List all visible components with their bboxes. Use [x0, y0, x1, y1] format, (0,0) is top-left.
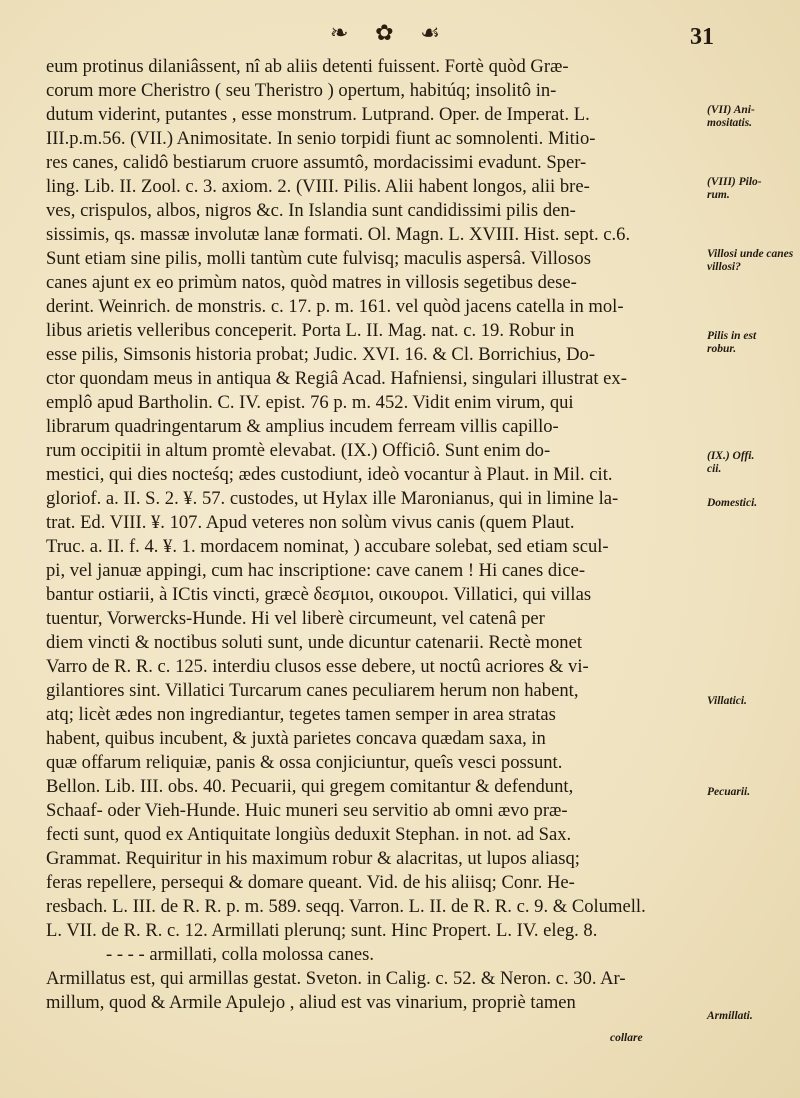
- text-line: Bellon. Lib. III. obs. 40. Pecuarii, qui gregem comitantur & defendunt,: [46, 776, 574, 797]
- margin-note: robur.: [707, 343, 737, 355]
- text-line: tuentur, Vorwercks-Hunde. Hi vel liberè circumeunt, vel catenâ per: [46, 608, 545, 629]
- page-number: 31: [690, 24, 714, 50]
- text-line: dutum viderint, putantes , esse monstrum. Lutprand. Oper. de Imperat. L.: [46, 104, 590, 125]
- margin-note: (VII) Ani-: [707, 104, 755, 116]
- text-line: III.p.m.56. (VII.) Animositate. In senio torpidi fiunt ac somnolenti. Mitio-: [46, 128, 596, 149]
- header-ornament: [330, 18, 440, 48]
- text-line: Armillatus est, qui armillas gestat. Sveton. in Calig. c. 52. & Neron. c. 30. Ar-: [46, 968, 626, 989]
- margin-note: rum.: [707, 189, 730, 201]
- text-line: ctor quondam meus in antiqua & Regiâ Acad. Hafniensi, singulari illustrat ex-: [46, 368, 627, 389]
- text-line: sissimis, qs. massæ involutæ lanæ formati. Ol. Magn. L. XVIII. Hist. sept. c.6.: [46, 224, 631, 245]
- text-line: mestici, qui dies nocteśq; ædes custodiunt, ideò vocantur à Plaut. in Mil. cit.: [46, 464, 613, 485]
- margin-note: Villosi unde canes: [707, 248, 794, 260]
- text-line: fecti sunt, quod ex Antiquitate longiùs deduxit Stephan. in not. ad Sax.: [46, 824, 572, 845]
- text-line: pi, vel januæ appingi, cum hac inscriptione: cave canem ! Hi canes dice-: [46, 560, 586, 581]
- catchword: collare: [610, 1032, 643, 1044]
- ornament-center-icon: ✿: [375, 20, 394, 45]
- text-line: gloriof. a. II. S. 2. ¥. 57. custodes, ut Hylax ille Maronianus, qui in limine la-: [46, 488, 619, 509]
- margin-note: (IX.) Offi.: [707, 450, 755, 462]
- text-line: bantur ostiarii, à ICtis vincti, græcè δεσμιοι, οικουροι. Villatici, qui villas: [46, 584, 592, 605]
- text-line: atq; licèt ædes non ingrediantur, tegetes tamen semper in area stratas: [46, 704, 556, 725]
- main-text: [46, 55, 716, 1015]
- ornament-left-icon: ❧: [330, 20, 349, 45]
- text-line: diem vincti & noctibus soluti sunt, unde dicuntur catenarii. Rectè monet: [46, 632, 583, 653]
- text-line: feras repellere, persequi & domare queant. Vid. de his aliisq; Conr. He-: [46, 872, 575, 893]
- text-line: derint. Weinrich. de monstris. c. 17. p. m. 161. vel quòd jacens catella in mol-: [46, 296, 624, 317]
- text-line: L. VII. de R. R. c. 12. Armillati plerunq; sunt. Hinc Propert. L. IV. eleg. 8.: [46, 920, 598, 941]
- text-line: Schaaf- oder Vieh-Hunde. Huic muneri seu servitio ab omni ævo præ-: [46, 800, 568, 821]
- text-line: - - - - armillati, colla molossa canes.: [106, 944, 374, 965]
- text-line: Varro de R. R. c. 125. interdiu clusos esse debere, ut noctû acriores & vi-: [46, 656, 589, 677]
- text-line: librarum quadringentarum & amplius incudem ferream villis capillo-: [46, 416, 559, 437]
- text-line: libus arietis velleribus conceperit. Porta L. II. Mag. nat. c. 19. Robur in: [46, 320, 575, 341]
- text-line: ves, crispulos, albos, nigros &c. In Islandia sunt candidissimi pilis den-: [46, 200, 576, 221]
- text-line: habent, quibus incubent, & juxtà parietes concava quædam saxa, in: [46, 728, 546, 749]
- text-line: ling. Lib. II. Zool. c. 3. axiom. 2. (VIII. Pilis. Alii habent longos, alii bre-: [46, 176, 590, 197]
- text-line: gilantiores sint. Villatici Turcarum canes peculiarem herum non habent,: [46, 680, 579, 701]
- ornament-right-icon: ☙: [420, 20, 440, 45]
- text-line: quæ offarum reliquiæ, panis & ossa conjiciuntur, queîs vesci possunt.: [46, 752, 563, 773]
- text-line: millum, quod & Armile Apulejo , aliud est vas vinarium, propriè tamen: [46, 992, 576, 1013]
- margin-note: villosi?: [707, 261, 741, 273]
- text-line: resbach. L. III. de R. R. p. m. 589. seqq. Varron. L. II. de R. R. c. 9. & Columell.: [46, 896, 646, 917]
- margin-note: Villatici.: [707, 695, 747, 707]
- text-line: rum occipitii in altum promtè elevabat. (IX.) Officiô. Sunt enim do-: [46, 440, 551, 461]
- margin-note: Pilis in est: [707, 330, 757, 342]
- text-line: emplô apud Bartholin. C. IV. epist. 76 p. m. 452. Vidit enim virum, qui: [46, 392, 574, 413]
- text-line: eum protinus dilaniâssent, nî ab aliis detenti fuissent. Fortè quòd Græ-: [46, 56, 569, 77]
- text-line: esse pilis, Simsonis historia probat; Judic. XVI. 16. & Cl. Borrichius, Do-: [46, 344, 596, 365]
- text-line: trat. Ed. VIII. ¥. 107. Apud veteres non solùm vivus canis (quem Plaut.: [46, 512, 575, 533]
- text-line: Sunt etiam sine pilis, molli tantùm cute fulvisq; maculis aspersâ. Villosos: [46, 248, 591, 269]
- margin-note: Pecuarii.: [707, 786, 751, 798]
- text-line: Truc. a. II. f. 4. ¥. 1. mordacem nominat, ) accubare solebat, sed etiam scul-: [46, 536, 609, 557]
- margin-note: cii.: [707, 463, 722, 475]
- margin-note: (VIII) Pilo-: [707, 176, 762, 188]
- margin-note: Domestici.: [707, 497, 758, 509]
- margin-note: mositatis.: [707, 117, 753, 129]
- text-line: res canes, calidô bestiarum cruore assumtô, mordacissimi evadunt. Sper-: [46, 152, 587, 173]
- text-line: Grammat. Requiritur in his maximum robur & alacritas, ut lupos aliasq;: [46, 848, 580, 869]
- text-line: corum more Cheristro ( seu Theristro ) opertum, habitúq; insolitô in-: [46, 80, 557, 101]
- text-line: canes ajunt ex eo primùm natos, quòd matres in villosis segetibus dese-: [46, 272, 577, 293]
- margin-note: Armillati.: [707, 1010, 753, 1022]
